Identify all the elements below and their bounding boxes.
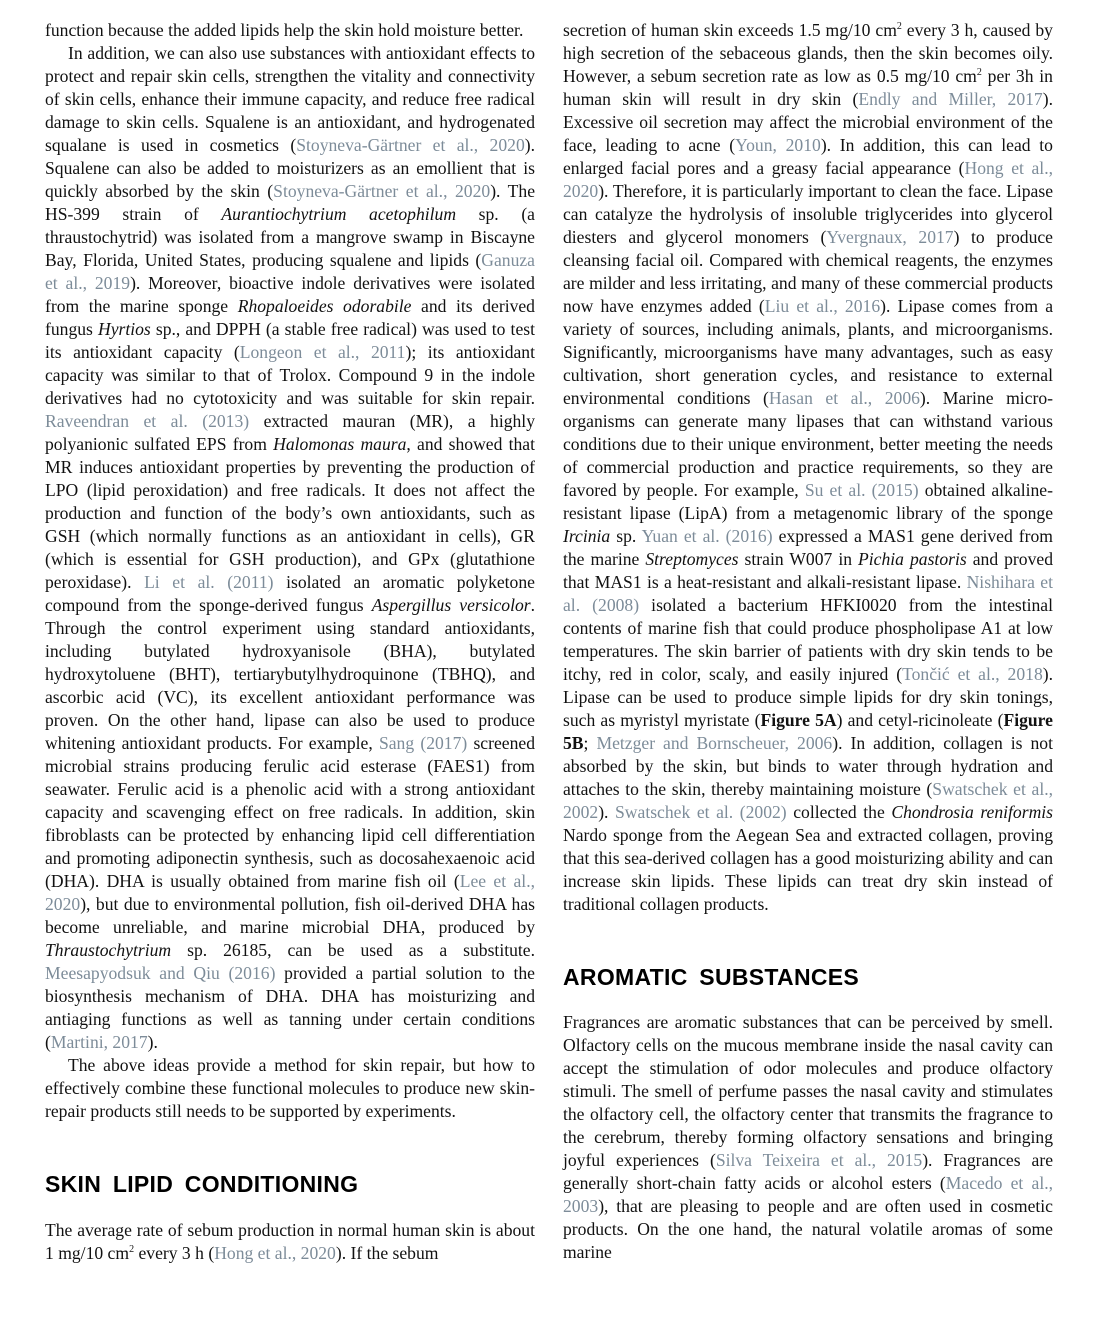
italic-term: Aspergillus versicolor xyxy=(371,595,531,615)
paragraph-skin-repair-summary: The above ideas provide a method for skin repair, but how to effectively combine these functional molecules to produce new skin-repair products still needs to be supported by experiments. xyxy=(45,1055,535,1121)
italic-term: Streptomyces xyxy=(645,549,739,569)
italic-term: Pichia pastoris xyxy=(858,549,967,569)
citation-link[interactable]: Sang (2017) xyxy=(378,733,468,753)
paragraph-sebum-rate: The average rate of sebum production in normal human skin is about 1 mg/10 $cm^2$ every 3 h (Hong et al., 2020). If the sebum xyxy=(45,1220,535,1263)
italic-term: Thraustochytrium xyxy=(45,940,172,960)
citation-link[interactable]: Swatschek et al., 2002 xyxy=(563,779,1054,822)
citation-link[interactable]: Endly and Miller, 2017 xyxy=(858,89,1043,109)
paragraph-antioxidants: In addition, we can also use substances with antioxidant effects to protect and repair skin cells, strengthen the vitality and connectivity of skin cells, enhance their immune capacity, and reduce free radical damage to skin cells. Squalene is an antioxidant, and hydrogenated squalane is used in cosmetics (Stoyneva-Gärtner et al., 2020). Squalene can also be added to moisturizers as an emollient that is quickly absorbed by the skin (Stoyneva-Gärtner et al., 2020). The HS-399 strain of Aurantiochytrium acetophilum sp. (a thraustochytrid) was isolated from a mangrove swamp in Biscayne Bay, Florida, United States, producing squalene and lipids (Ganuza et al., 2019). Moreover, bioactive indole derivatives were isolated from the marine sponge Rhopaloeides odorabile and its derived fungus Hyrtios sp., and DPPH (a stable free radical) was used to test its antioxidant capacity (Longeon et al., 2011); its antioxidant capacity was similar to that of Trolox. Compound 9 in the indole derivatives had no cytotoxicity and was suitable for skin repair. Raveendran et al. (2013) extracted mauran (MR), a highly polyanionic sulfated EPS from Halomonas maura, and showed that MR induces antioxidant properties by preventing the production of LPO (lipid peroxidation) and free radicals. It does not affect the production and function of the body’s own antioxidants, such as GSH (which normally functions as an antioxidant in cells), GR (which is essential for GSH production), and GPx (glutathione peroxidase). Li et al. (2011) isolated an aromatic polyketone compound from the sponge-derived fungus Aspergillus versicolor. Through the control experiment using standard antioxidants, including butylated hydroxyanisole (BHA), butylated hydroxytoluene (BHT), tertiarybutylhydroquinone (TBHQ), and ascorbic acid (VC), its excellent antioxidant performance was proven. On the other hand, lipase can also be used to produce whitening antioxidant products. For example, Sang (2017) screened microbial strains producing ferulic acid esterase (FAES1) from seawater. Ferulic acid is a phenolic acid with a strong antioxidant capacity and scavenging effect on free radicals. In addition, skin fibroblasts can be protected by enhancing lipid cell differentiation and promoting adiponectin synthesis, such as docosahexaenoic acid (DHA). DHA is usually obtained from marine fish oil (Lee et al., 2020), but due to environmental pollution, fish oil-derived DHA has become unreliable, and marine microbial DHA, produced by Thraustochytrium sp. 26185, can be used as a substitute. Meesapyodsuk and Qiu (2016) provided a partial solution to the biosynthesis mechanism of DHA. DHA has moisturizing and antiaging functions as well as tanning under certain conditions (Martini, 2017). xyxy=(45,43,536,1052)
citation-link[interactable]: Swatschek et al. (2002) xyxy=(615,802,787,822)
citation-link[interactable]: Liu et al., 2016 xyxy=(764,296,881,316)
citation-link[interactable]: Youn, 2010 xyxy=(735,135,821,155)
italic-term: Aurantiochytrium acetophilum xyxy=(221,204,457,224)
superscript: 2 xyxy=(976,67,982,78)
section-heading-aromatic-substances: AROMATIC SUBSTANCES xyxy=(563,964,860,990)
paragraph-sebum-lipase: secretion of human skin exceeds 1.5 mg/10 $cm^2$ every 3 h, caused by high secretion of the sebaceous glands, then the skin becomes oily. However, a sebum secretion rate as low as 0.5 mg/10 $cm^2$ per 3h in human skin will result in dry skin (Endly and Miller, 2017). Excessive oil secretion may affect the microbial environment of the face, leading to acne (Youn, 2010). In addition, this can lead to enlarged facial pores and a greasy facial appearance (Hong et al., 2020). Therefore, it is particularly important to clean the face. Lipase can catalyze the hydrolysis of insoluble triglycerides into glycerol diesters and glycerol monomers (Yvergnaux, 2017) to produce cleansing facial oil. Compared with chemical reagents, the enzymes are milder and less irritating, and many of these commercial products now have enzymes added (Liu et al., 2016). Lipase comes from a variety of sources, including animals, plants, and microorganisms. Significantly, microorganisms have many advantages, such as easy cultivation, short generation cycles, and resistance to external environmental conditions (Hasan et al., 2006). Marine micro-organisms can generate many lipases that can withstand various conditions due to their unique environment, better meeting the needs of commercial production and practice requirements, so they are favored by people. For example, Su et al. (2015) obtained alkaline-resistant lipase (LipA) from a metagenomic library of the sponge Ircinia sp. Yuan et al. (2016) expressed a MAS1 gene derived from the marine Streptomyces strain W007 in Pichia pastoris and proved that MAS1 is a heat-resistant and alkali-resistant lipase. Nishihara et al. (2008) isolated a bacterium HFKI0020 from the intestinal contents of marine fish that could produce phospholipase A1 at low temperatures. The skin barrier of patients with dry skin tends to be itchy, red in color, scaly, and easily injured (Tončić et al., 2018). Lipase can be used to produce simple lipids for dry skin tonings, such as myristyl myristate (Figure 5A) and cetyl-ricinoleate (Figure 5B; Metzger and Bornscheuer, 2006). In addition, collagen is not absorbed by the skin, but binds to water through hydration and attaches to the skin, thereby maintaining moisture (Swatschek et al., 2002). Swatschek et al. (2002) collected the Chondrosia reniformis Nardo sponge from the Aegean Sea and extracted collagen, proving that this sea-derived collagen has a good moisturizing ability and can increase skin lipids. These lipids can treat dry skin instead of traditional collagen products. xyxy=(563,20,1054,914)
citation-link[interactable]: Silva Teixeira et al., 2015 xyxy=(715,1150,923,1170)
citation-link[interactable]: Su et al. (2015) xyxy=(804,480,919,500)
superscript: 2 xyxy=(896,21,902,32)
italic-term: Ircinia xyxy=(563,526,611,546)
citation-link[interactable]: Stoyneva-Gärtner et al., 2020 xyxy=(273,181,491,201)
italic-term: Halomonas maura xyxy=(273,434,407,454)
figure-reference-link[interactable]: Figure 5A xyxy=(760,710,837,730)
citation-link[interactable]: Ganuza et al., 2019 xyxy=(45,250,535,293)
citation-link[interactable]: Tončić et al., 2018 xyxy=(902,664,1043,684)
right-column xyxy=(563,19,1053,1264)
section-heading-skin-lipid-conditioning: SKIN LIPID CONDITIONING xyxy=(45,1171,359,1197)
citation-link[interactable]: Stoyneva-Gärtner et al., 2020 xyxy=(296,135,525,155)
citation-link[interactable]: Longeon et al., 2011 xyxy=(239,342,406,362)
citation-link[interactable]: Yvergnaux, 2017 xyxy=(826,227,954,247)
citation-link[interactable]: Raveendran et al. (2013) xyxy=(45,411,250,431)
citation-link[interactable]: Li et al. (2011) xyxy=(144,572,274,592)
citation-link[interactable]: Martini, 2017 xyxy=(50,1032,148,1052)
citation-link[interactable]: Nishihara et al. (2008) xyxy=(563,572,1054,615)
superscript: 2 xyxy=(129,1244,135,1255)
italic-term: Chondrosia reniformis xyxy=(891,802,1054,822)
citation-link[interactable]: Lee et al., 2020 xyxy=(45,871,535,914)
italic-term: Hyrtios xyxy=(97,319,151,339)
citation-link[interactable]: Hong et al., 2020 xyxy=(214,1243,336,1263)
italic-term: Rhopaloeides odorabile xyxy=(237,296,412,316)
citation-link[interactable]: Metzger and Bornscheuer, 2006 xyxy=(596,733,833,753)
paragraph-lipids-moisture: function because the added lipids help the skin hold moisture better. xyxy=(45,20,524,40)
citation-link[interactable]: Yuan et al. (2016) xyxy=(641,526,773,546)
citation-link[interactable]: Hasan et al., 2006 xyxy=(768,388,920,408)
citation-link[interactable]: Hong et al., 2020 xyxy=(563,158,1053,201)
figure-reference-link[interactable]: Figure 5B xyxy=(563,710,1053,753)
paragraph-fragrances: Fragrances are aromatic substances that can be perceived by smell. Olfactory cells on the mucous membrane inside the nasal cavity can accept the stimulation of odor molecules and produce olfactory stimuli. The smell of perfume passes the nasal cavity and stimulates the olfactory cell, the olfactory center that transmits the fragrance to the cerebrum, thereby forming olfactory sensations and bringing joyful experiences (Silva Teixeira et al., 2015). Fragrances are generally short-chain fatty acids or alcohol esters (Macedo et al., 2003), that are pleasing to people and are often used in cosmetic products. On the one hand, the natural volatile aromas of some marine xyxy=(563,1012,1054,1262)
left-column xyxy=(45,19,535,1265)
citation-link[interactable]: Macedo et al., 2003 xyxy=(563,1173,1054,1216)
citation-link[interactable]: Meesapyodsuk and Qiu (2016) xyxy=(45,963,276,983)
